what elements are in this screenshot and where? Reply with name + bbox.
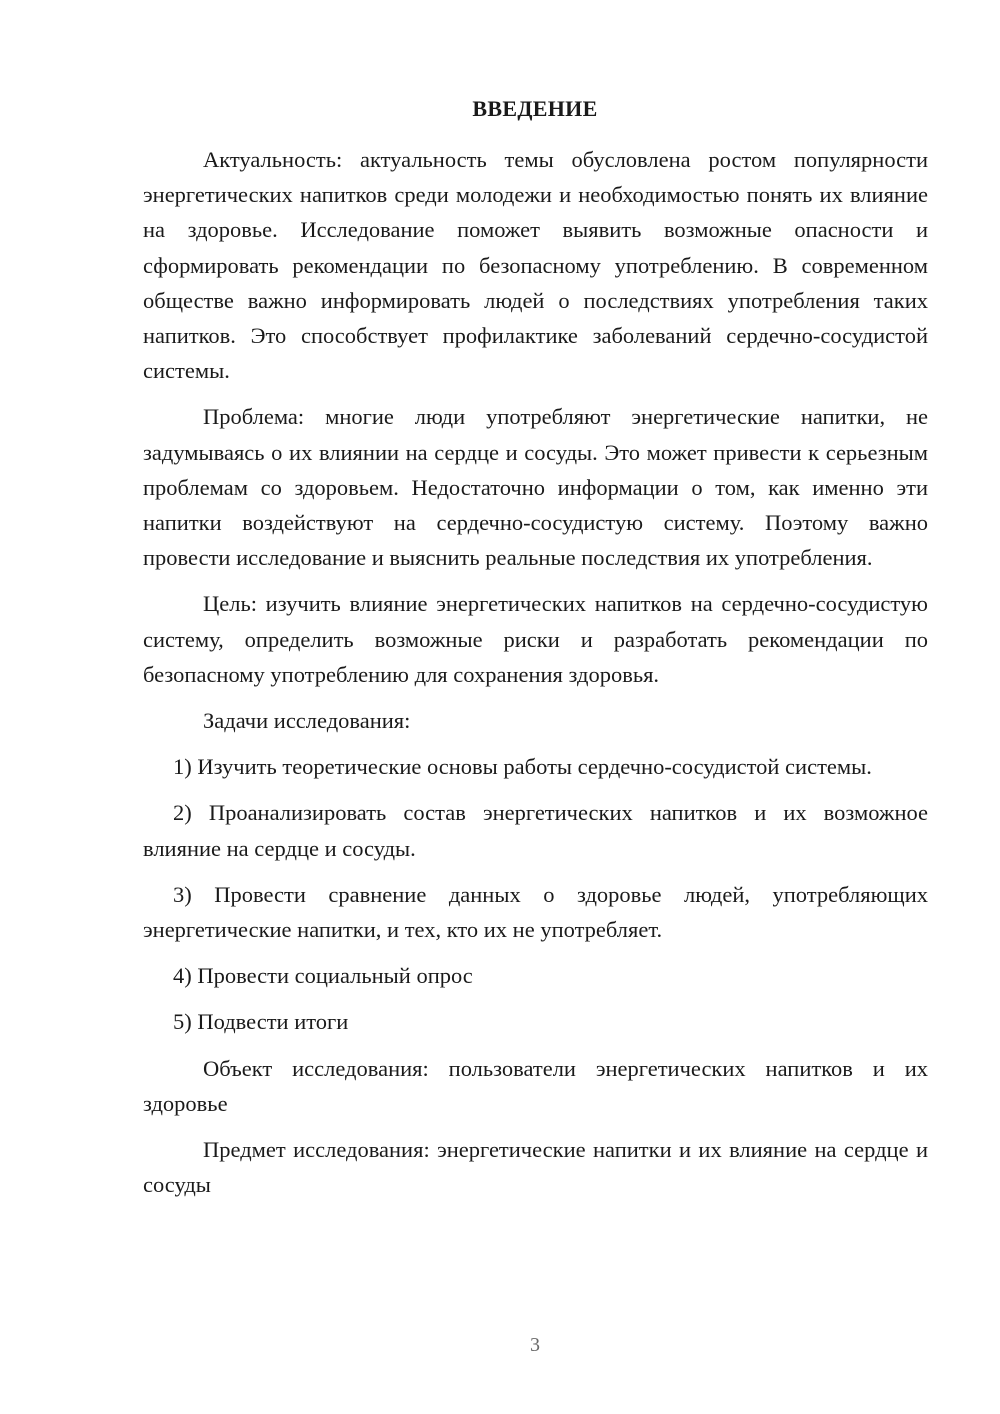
section-heading: ВВЕДЕНИЕ [472, 96, 598, 121]
problem-paragraph: Проблема: многие люди употребляют энергетические напитки, не задумываясь о их влиянии на сердце и сосуды. Это может привести к серьезным проблемам со здоровьем. Недостаточно информации о том, как именно эти напитки воздействуют на сердечно-сосудистую систему. Поэтому важно провести исследование и выяснить реальные последствия их употребления. [143, 404, 928, 571]
document-body [143, 142, 928, 1202]
goal-paragraph: Цель: изучить влияние энергетических напитков на сердечно-сосудистую систему, определить возможные риски и разработать рекомендации по безопасному употреблению для сохранения здоровья. [143, 591, 928, 687]
subject-paragraph: Предмет исследования: энергетические напитки и их влияние на сердце и сосуды [143, 1137, 928, 1198]
tasks-heading: Задачи исследования: [203, 708, 411, 734]
task-item: 2) Проанализировать состав энергетических напитков и их возможное влияние на сердце и сосуды. [143, 800, 928, 861]
page-number: 3 [530, 1334, 540, 1356]
task-item: 4) Провести социальный опрос [173, 963, 473, 989]
task-item: 5) Подвести итоги [173, 1009, 349, 1035]
relevance-paragraph: Актуальность: актуальность темы обусловлена ростом популярности энергетических напитков среди молодежи и необходимостью понять их влияние на здоровье. Исследование поможет выявить возможные опасности и сформировать рекомендации по безопасному употреблению. В современном обществе важно информировать людей о последствиях употребления таких напитков. Это способствует профилактике заболеваний сердечно-сосудистой системы. [143, 147, 928, 384]
task-item: 1) Изучить теоретические основы работы сердечно-сосудистой системы. [173, 754, 872, 780]
object-paragraph: Объект исследования: пользователи энергетических напитков и их здоровье [143, 1055, 928, 1116]
task-item: 3) Провести сравнение данных о здоровье людей, употребляющих энергетические напитки, и тех, кто их не употребляет. [143, 881, 928, 943]
